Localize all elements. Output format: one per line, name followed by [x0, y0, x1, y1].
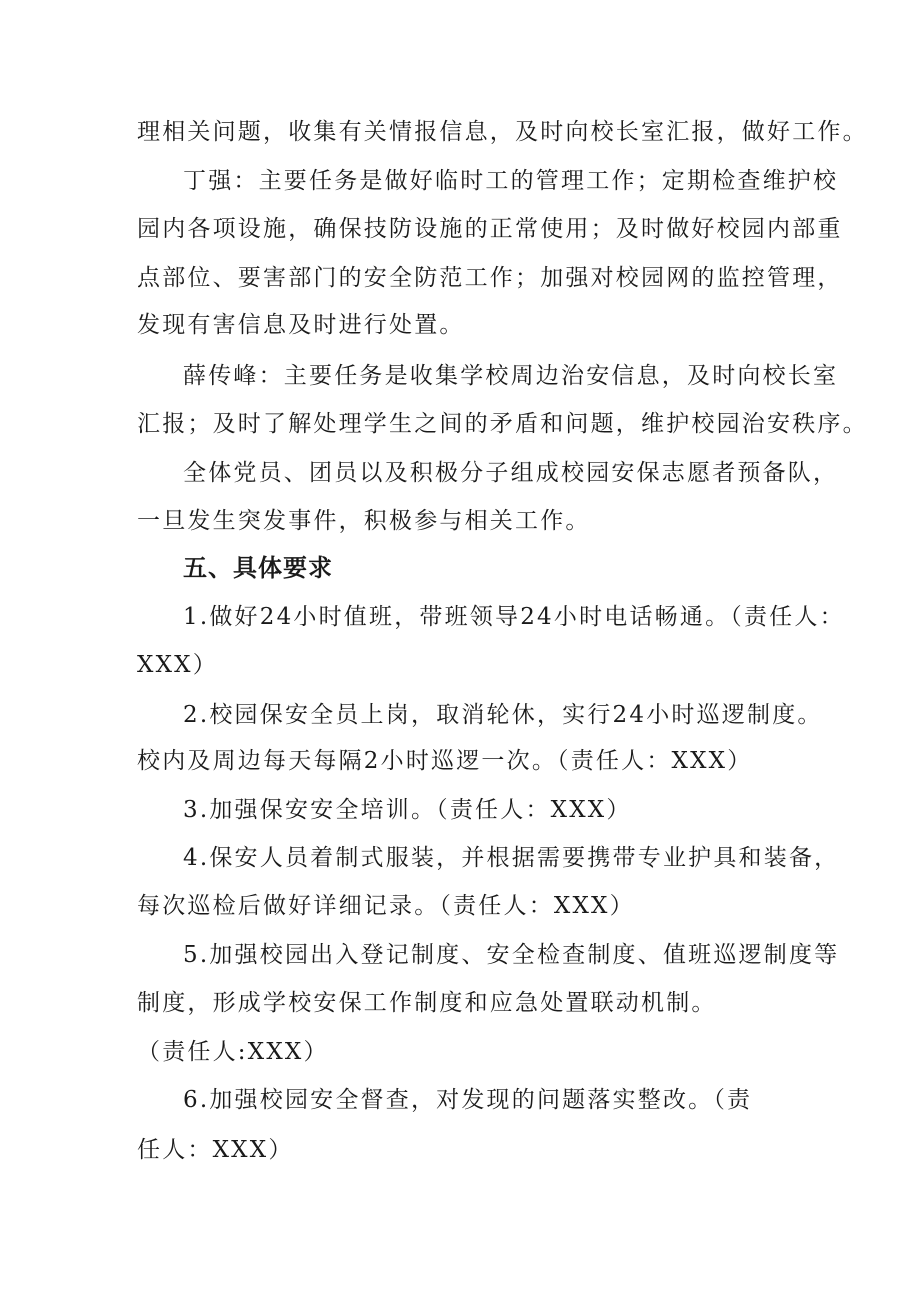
paragraph-line: 汇报；及时了解处理学生之间的矛盾和问题，维护校园治安秩序。	[137, 411, 868, 437]
section-heading: 五、具体要求	[183, 554, 333, 582]
requirement-line: 1.做好24小时值班，带班领导24小时电话畅通。（责任人：	[183, 604, 845, 630]
paragraph-line: 理相关问题，收集有关情报信息，及时向校长室汇报，做好工作。	[137, 119, 868, 145]
requirement-line: 任人：XXX）	[137, 1137, 294, 1163]
paragraph-line: 点部位、要害部门的安全防范工作；加强对校园网的监控管理，	[137, 265, 843, 291]
requirement-line: 每次巡检后做好详细记录。（责任人：XXX）	[137, 893, 635, 919]
requirement-line: 5.加强校园出入登记制度、安全检查制度、值班巡逻制度等	[183, 942, 840, 968]
paragraph-line: 薛传峰：主要任务是收集学校周边治安信息，及时向校长室	[183, 363, 839, 389]
paragraph-line: 园内各项设施，确保技防设施的正常使用；及时做好校园内部重	[137, 216, 843, 242]
paragraph-line: 全体党员、团员以及积极分子组成校园安保志愿者预备队，	[183, 460, 839, 486]
requirement-line: 校内及周边每天每隔2小时巡逻一次。（责任人：XXX）	[137, 748, 753, 774]
requirement-line: 4.保安人员着制式服装，并根据需要携带专业护具和装备，	[183, 845, 840, 871]
requirement-line: 3.加强保安安全培训。（责任人：XXX）	[183, 797, 632, 823]
requirement-line: XXX）	[137, 652, 218, 678]
paragraph-line: 一旦发生突发事件，积极参与相关工作。	[137, 508, 591, 534]
requirement-line: 6.加强校园安全督查，对发现的问题落实整改。（责	[183, 1087, 753, 1113]
requirement-line: （责任人:XXX）	[137, 1039, 329, 1065]
paragraph-line: 发现有害信息及时进行处置。	[137, 312, 465, 338]
requirement-line: 2.校园保安全员上岗，取消轮休，实行24小时巡逻制度。	[183, 702, 823, 728]
paragraph-line: 丁强：主要任务是做好临时工的管理工作；定期检查维护校	[183, 168, 839, 194]
requirement-line: 制度，形成学校安保工作制度和应急处置联动机制。	[137, 990, 717, 1016]
